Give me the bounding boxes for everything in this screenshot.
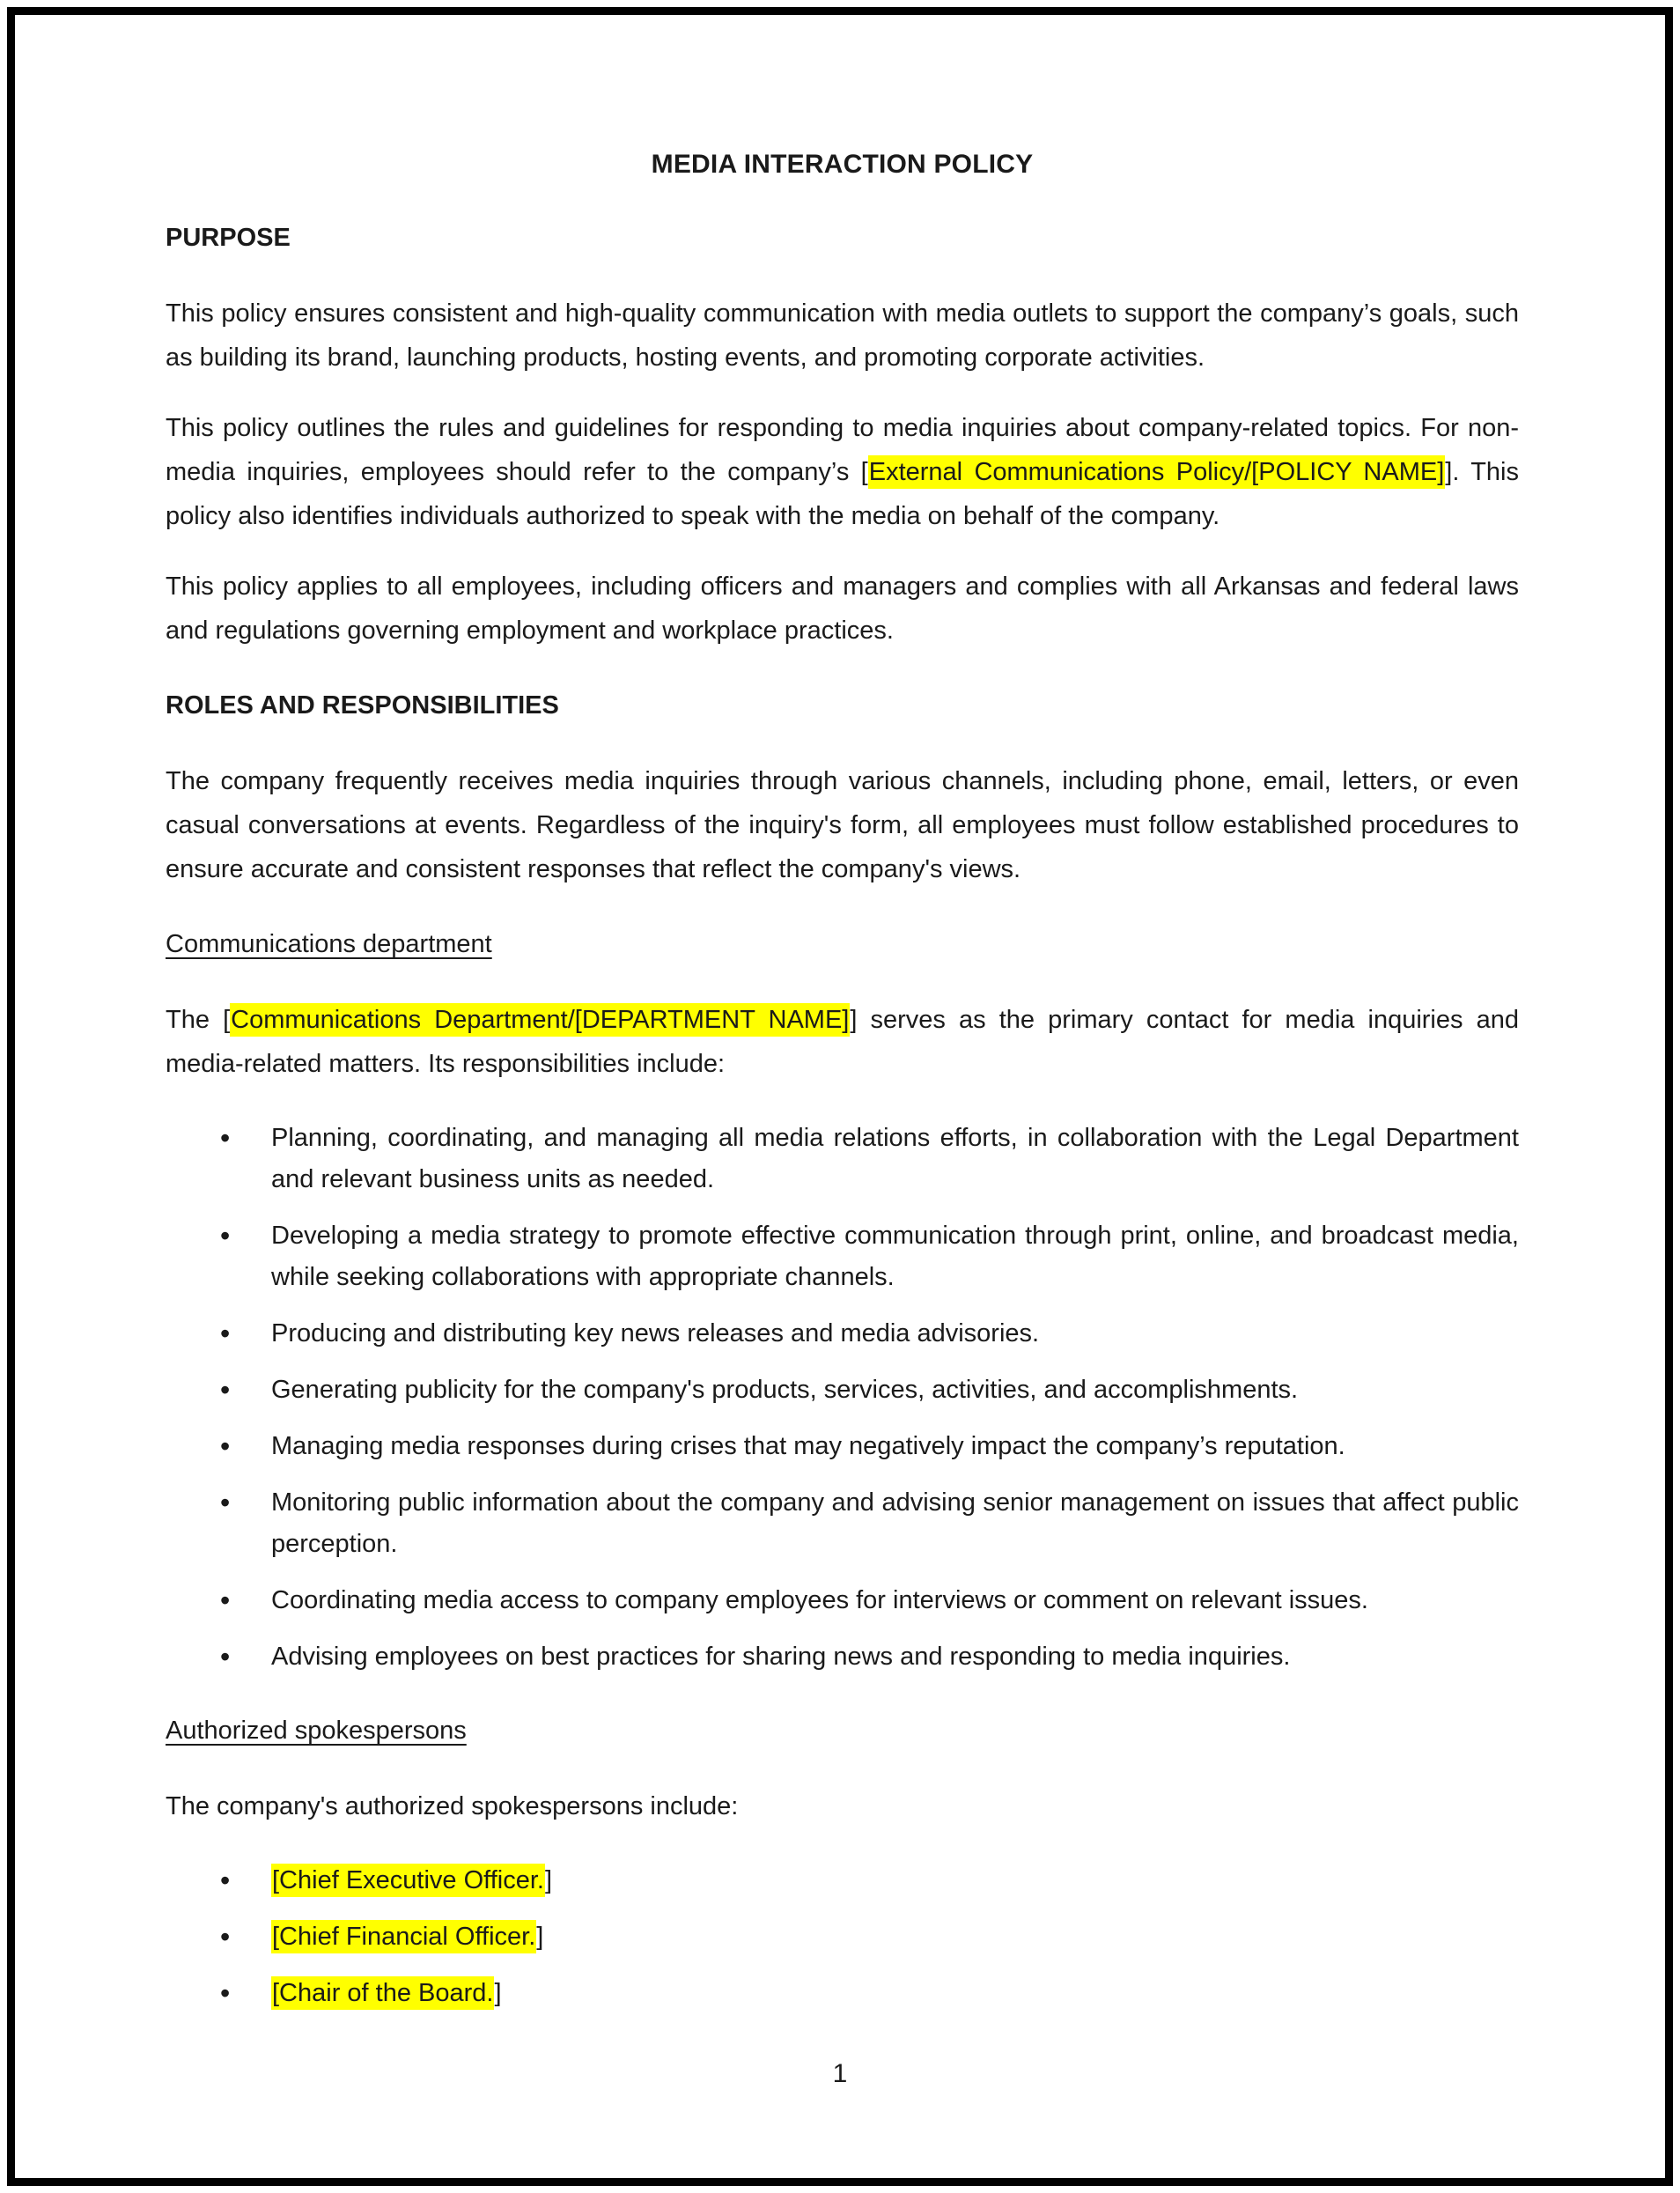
highlighted-text: Communications Department/[DEPARTMENT NAME] xyxy=(230,1003,850,1037)
communications-paragraph xyxy=(166,998,1519,1086)
sub-heading-communications-department: Communications department xyxy=(166,930,492,958)
spokespersons-intro: The company's authorized spokespersons include: xyxy=(166,1792,739,1820)
sub-heading-authorized-spokespersons: Authorized spokespersons xyxy=(166,1717,467,1745)
list-item xyxy=(166,1916,1519,1958)
list-item-text: ] xyxy=(544,1866,552,1894)
list-item-text: Monitoring public information about the company and advising senior management on issues that affect public perception. xyxy=(271,1488,1519,1558)
page-number: 1 xyxy=(832,2059,848,2088)
paragraph-text: The [ xyxy=(166,1006,231,1034)
document-content xyxy=(166,150,1519,2046)
highlighted-text: [Chief Financial Officer. xyxy=(271,1920,536,1953)
list-item xyxy=(166,1973,1519,2014)
section-heading-roles: ROLES AND RESPONSIBILITIES xyxy=(166,691,559,720)
list-item xyxy=(166,1118,1519,1200)
purpose-paragraph-2 xyxy=(166,406,1519,538)
paragraph-text: ]. This policy also identifies individuals authorized to speak with the media on behalf of the company. xyxy=(166,458,1519,530)
list-item xyxy=(166,1482,1519,1565)
highlighted-text: External Communications Policy/[POLICY NAME] xyxy=(868,455,1446,489)
highlighted-text: [Chief Executive Officer. xyxy=(271,1864,545,1897)
paragraph-text: ] serves as the primary contact for media inquiries and media-related matters. Its responsibilities include: xyxy=(166,1006,1519,1078)
section-heading-purpose: PURPOSE xyxy=(166,224,291,252)
highlighted-text: [Chair of the Board. xyxy=(271,1976,494,2010)
list-item xyxy=(166,1636,1519,1678)
list-item xyxy=(166,1426,1519,1467)
list-item-text: Producing and distributing key news releases and media advisories. xyxy=(271,1319,1040,1348)
list-item xyxy=(166,1370,1519,1411)
roles-intro-paragraph: The company frequently receives media inquiries through various channels, including phone, email, letters, or even casual conversations at events. Regardless of the inquiry's form, all employees must follow established procedures to ensure accurate and consistent responses that reflect the company's views. xyxy=(166,767,1519,883)
list-item xyxy=(166,1313,1519,1355)
list-item-text: Managing media responses during crises that may negatively impact the company’s reputation. xyxy=(271,1432,1345,1460)
list-item xyxy=(166,1215,1519,1298)
list-item xyxy=(166,1580,1519,1621)
list-item-text: ] xyxy=(536,1923,544,1951)
list-item-text: Coordinating media access to company employees for interviews or comment on relevant issues. xyxy=(271,1586,1368,1614)
list-item-text: ] xyxy=(494,1979,502,2007)
list-item-text: Developing a media strategy to promote effective communication through print, online, and broadcast media, while seeking collaborations with appropriate channels. xyxy=(271,1222,1519,1291)
list-item-text: Planning, coordinating, and managing all media relations efforts, in collaboration with the Legal Department and relevant business units as needed. xyxy=(271,1124,1519,1193)
list-item-text: Generating publicity for the company's products, services, activities, and accomplishments. xyxy=(271,1376,1299,1404)
spokespersons-list xyxy=(166,1860,1519,2014)
purpose-paragraph-3: This policy applies to all employees, including officers and managers and complies with all Arkansas and federal laws and regulations governing employment and workplace practices. xyxy=(166,572,1519,645)
responsibilities-list xyxy=(166,1118,1519,1678)
list-item-text: Advising employees on best practices for sharing news and responding to media inquiries. xyxy=(271,1643,1291,1671)
list-item xyxy=(166,1860,1519,1901)
document-title: MEDIA INTERACTION POLICY xyxy=(651,150,1034,179)
purpose-paragraph-1: This policy ensures consistent and high-quality communication with media outlets to support the company’s goals, such as building its brand, launching products, hosting events, and promoting corporate activities. xyxy=(166,299,1519,372)
paragraph-text: This policy outlines the rules and guidelines for responding to media inquiries about company-related topics. For non-media inquiries, employees should refer to the company’s [ xyxy=(166,414,1519,486)
